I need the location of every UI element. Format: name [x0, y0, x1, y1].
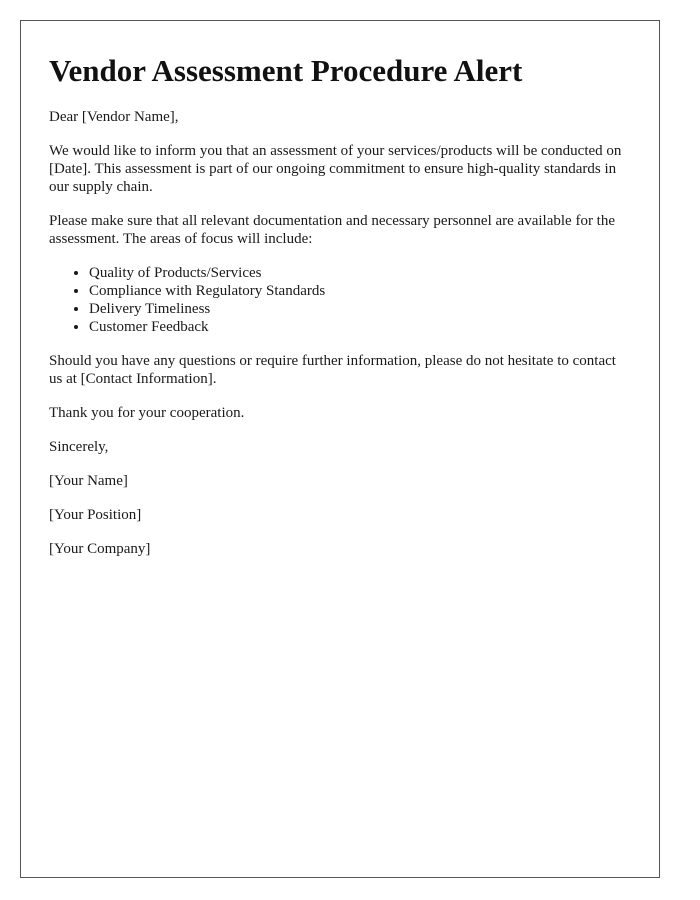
- letter-title: Vendor Assessment Procedure Alert: [49, 53, 523, 88]
- greeting: Dear [Vendor Name],: [49, 109, 179, 125]
- thanks-line: Thank you for your cooperation.: [49, 405, 245, 421]
- list-item: • Compliance with Regulatory Standards: [89, 282, 631, 300]
- focus-areas-list: [49, 264, 631, 336]
- list-item: • Quality of Products/Services: [89, 264, 631, 282]
- closing-line: Sincerely,: [49, 439, 109, 455]
- sender-position: [Your Position]: [49, 507, 142, 523]
- list-item: • Delivery Timeliness: [89, 300, 631, 318]
- contact-paragraph: Should you have any questions or require further information, please do not hesitate to contact us at [Contact Information].: [49, 353, 616, 387]
- sender-company: [Your Company]: [49, 541, 151, 557]
- sender-name: [Your Name]: [49, 473, 128, 489]
- letter-page: [20, 20, 660, 878]
- instructions-paragraph: Please make sure that all relevant documentation and necessary personnel are available for the assessment. The areas of focus will include:: [49, 213, 616, 247]
- list-item: • Customer Feedback: [89, 318, 631, 336]
- intro-paragraph: We would like to inform you that an assessment of your services/products will be conducted on [Date]. This assessment is part of our ongoing commitment to ensure high-quality standards in our supply chain.: [49, 143, 622, 195]
